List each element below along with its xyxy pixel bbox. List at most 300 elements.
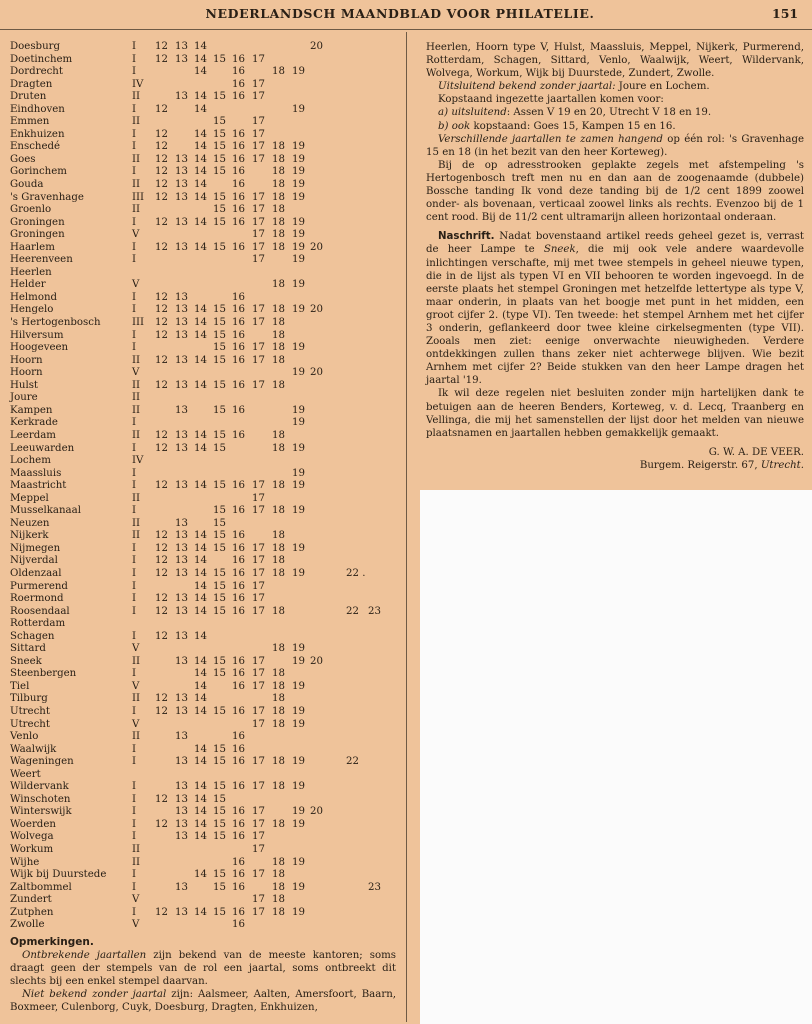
stamp-type: III xyxy=(132,191,145,203)
stamp-type: I xyxy=(132,467,137,479)
stamp-type: I xyxy=(132,442,137,454)
place-name: Helmond xyxy=(10,291,58,303)
year-cell: 13 xyxy=(175,705,188,717)
year-cell: 12 xyxy=(155,906,168,918)
year-cell: 20 xyxy=(310,806,323,818)
table-row xyxy=(10,141,402,154)
stamp-type: I xyxy=(132,342,137,354)
year-cell: 14 xyxy=(194,655,207,667)
year-cell: 17 xyxy=(252,906,265,918)
year-cell: 15 xyxy=(213,542,226,554)
year-cell: 14 xyxy=(194,354,207,366)
year-cell: 12 xyxy=(155,693,168,705)
remarks-p2 xyxy=(10,988,396,1014)
stamp-type: I xyxy=(132,128,137,140)
year-cell: 18 xyxy=(272,555,285,567)
year-cell: 17 xyxy=(252,304,265,316)
stamp-type: II xyxy=(132,517,141,529)
table-row xyxy=(10,380,402,393)
year-cell: 18 xyxy=(272,329,285,341)
year-cell: 13 xyxy=(175,831,188,843)
year-cell: 18 xyxy=(272,279,285,291)
year-cell: 22 xyxy=(346,756,359,768)
table-row xyxy=(10,919,402,932)
year-cell: 12 xyxy=(155,53,168,65)
year-cell: 19 xyxy=(292,856,305,868)
year-cell: 16 xyxy=(232,593,245,605)
year-cell: 18 xyxy=(272,141,285,153)
stamp-type: II xyxy=(132,392,141,404)
stamp-type: I xyxy=(132,668,137,680)
year-cell: 15 xyxy=(213,304,226,316)
right-line-1-text: Joure en Lochem. xyxy=(615,81,710,93)
stamp-type: II xyxy=(132,530,141,542)
year-cell: 13 xyxy=(175,291,188,303)
place-name: Wildervank xyxy=(10,781,69,793)
year-cell: 19 xyxy=(292,153,305,165)
year-cell: 19 xyxy=(292,781,305,793)
year-cell: 16 xyxy=(232,781,245,793)
year-cell: 15 xyxy=(213,216,226,228)
place-name: Neuzen xyxy=(10,517,50,529)
table-row xyxy=(10,468,402,481)
right-paragraph-ik: Ik wil deze regelen niet besluiten zonder mijn hartelijken dank te betuigen aan de heeren Benders, Korteweg, v. d. Lecq, Traanberg en Vellinga, die mij het samenstellen der lijst door het melden van nieuwe plaatsnamen en jaartallen hebben gemakkelijk gemaakt. xyxy=(426,388,804,439)
year-cell: 18 xyxy=(272,680,285,692)
year-cell: 16 xyxy=(232,906,245,918)
place-name: Leerdam xyxy=(10,429,56,441)
year-cell: 20 xyxy=(310,41,323,52)
table-row xyxy=(10,104,402,117)
stamp-type: I xyxy=(132,756,137,768)
year-cell: 17 xyxy=(252,655,265,667)
year-cell: 19 xyxy=(292,216,305,228)
year-cell: 16 xyxy=(232,580,245,592)
year-cell: 13 xyxy=(175,818,188,830)
table-row xyxy=(10,844,402,857)
year-cell: 16 xyxy=(232,329,245,341)
year-cell: 19 xyxy=(292,342,305,354)
year-cell: 12 xyxy=(155,153,168,165)
year-cell: 15 xyxy=(213,354,226,366)
year-cell: 17 xyxy=(252,668,265,680)
place-name: Hoorn xyxy=(10,354,43,366)
place-name: Rotterdam xyxy=(10,618,66,630)
year-cell: 15 xyxy=(213,743,226,755)
address-street: Burgem. Reigerstr. 67, xyxy=(639,459,758,471)
table-row xyxy=(10,179,402,192)
year-cell: 18 xyxy=(272,179,285,191)
place-name: Hoogeveen xyxy=(10,342,69,354)
stamp-type: II xyxy=(132,492,141,504)
year-cell: 12 xyxy=(155,480,168,492)
year-cell: 12 xyxy=(155,555,168,567)
year-cell: 16 xyxy=(232,731,245,743)
year-cell: 23 xyxy=(368,881,381,893)
year-cell: 13 xyxy=(175,605,188,617)
table-row xyxy=(10,505,402,518)
year-cell: 20 xyxy=(310,304,323,316)
year-cell: 13 xyxy=(175,881,188,893)
year-cell: 18 xyxy=(272,668,285,680)
year-cell: 15 xyxy=(213,881,226,893)
naschrift-text-2: , die mij ook vele andere waardevolle inlichtingen verschafte, mij met twee stempels in geheel nieuwe typen, die in de lijst als typen VI en VII behooren te worden ingevoegd. In de eerste plaats het stempel Groningen met hetzelfde lettertype als type V, maar onderin, in plaats van het boogje met punt in het midden, een groot cijfer 2. (type VI). Ten tweede: het stempel Arnhem met het cijfer 3 onderin, geflankeerd door twee kleine cirkelsegmenten (type VII). Zooals men ziet: eenige onverwachte nieuwigheden. Verdere ontdekkingen zullen thans zeker niet achterwege blijven. Wie bezit Arnhem met cijfer 2? Beide stukken van den heer Lampe dragen het jaartal '19. xyxy=(426,244,804,387)
table-row xyxy=(10,279,402,292)
year-cell: 15 xyxy=(213,141,226,153)
year-cell: 15 xyxy=(213,530,226,542)
year-cell: 16 xyxy=(232,166,245,178)
stamp-type: I xyxy=(132,291,137,303)
place-name: Heerlen xyxy=(10,266,52,278)
table-row xyxy=(10,606,402,619)
stamp-type: I xyxy=(132,818,137,830)
right-line-3-label: a) xyxy=(438,107,449,119)
table-row xyxy=(10,769,402,782)
year-cell: 13 xyxy=(175,216,188,228)
year-cell: 19 xyxy=(292,241,305,253)
year-cell: 13 xyxy=(175,793,188,805)
year-cell: 14 xyxy=(194,869,207,881)
year-cell: 20 xyxy=(310,655,323,667)
table-row xyxy=(10,581,402,594)
place-name: Roermond xyxy=(10,593,64,605)
stamp-type: V xyxy=(132,718,140,730)
table-row xyxy=(10,869,402,882)
place-name: Zutphen xyxy=(10,906,54,918)
table-row xyxy=(10,894,402,907)
year-cell: 22 xyxy=(346,605,359,617)
naschrift-paragraph xyxy=(426,230,804,387)
place-name: Enkhuizen xyxy=(10,128,65,140)
stamp-type: V xyxy=(132,279,140,291)
table-row xyxy=(10,54,402,67)
year-cell: 14 xyxy=(194,317,207,329)
stamp-type: II xyxy=(132,153,141,165)
stamp-type: I xyxy=(132,329,137,341)
year-cell: 14 xyxy=(194,781,207,793)
year-cell: 13 xyxy=(175,480,188,492)
year-cell: 19 xyxy=(292,404,305,416)
table-row xyxy=(10,819,402,832)
year-cell: 15 xyxy=(213,442,226,454)
stamp-type: II xyxy=(132,179,141,191)
right-column xyxy=(426,41,804,472)
year-cell: 16 xyxy=(232,756,245,768)
table-row xyxy=(10,292,402,305)
stamp-type: I xyxy=(132,743,137,755)
place-name: Schagen xyxy=(10,630,55,642)
year-cell: 13 xyxy=(175,756,188,768)
table-row xyxy=(10,907,402,920)
year-cell: 15 xyxy=(213,166,226,178)
table-row xyxy=(10,668,402,681)
year-cell: 16 xyxy=(232,404,245,416)
year-cell: 13 xyxy=(175,806,188,818)
table-row xyxy=(10,355,402,368)
year-cell: 12 xyxy=(155,567,168,579)
year-cell: 13 xyxy=(175,379,188,391)
remarks-p1 xyxy=(10,949,396,988)
year-cell: 14 xyxy=(194,743,207,755)
place-name: Wijhe xyxy=(10,856,40,868)
table-row xyxy=(10,443,402,456)
place-name: Tilburg xyxy=(10,693,48,705)
year-cell: 16 xyxy=(232,605,245,617)
year-cell: 17 xyxy=(252,542,265,554)
table-row xyxy=(10,79,402,92)
table-row xyxy=(10,204,402,217)
year-cell: 18 xyxy=(272,317,285,329)
year-cell: 15 xyxy=(213,317,226,329)
year-cell: 14 xyxy=(194,831,207,843)
year-cell: 13 xyxy=(175,781,188,793)
year-cell: 14 xyxy=(194,66,207,78)
year-cell: 17 xyxy=(252,894,265,906)
year-cell: 14 xyxy=(194,668,207,680)
year-cell: 13 xyxy=(175,354,188,366)
place-name: Maassluis xyxy=(10,467,62,479)
year-cell: 12 xyxy=(155,103,168,115)
year-cell: 18 xyxy=(272,442,285,454)
address-city: Utrecht. xyxy=(760,459,804,471)
year-cell: 13 xyxy=(175,41,188,52)
table-row xyxy=(10,41,402,54)
place-name: Emmen xyxy=(10,116,50,128)
table-row xyxy=(10,330,402,343)
place-name: Dordrecht xyxy=(10,66,63,78)
year-cell: 18 xyxy=(272,241,285,253)
table-row xyxy=(10,166,402,179)
place-name: Groningen xyxy=(10,229,65,241)
year-cell: 13 xyxy=(175,429,188,441)
year-cell: 14 xyxy=(194,567,207,579)
table-row xyxy=(10,719,402,732)
year-cell: 15 xyxy=(213,781,226,793)
table-row xyxy=(10,304,402,317)
year-cell: 17 xyxy=(252,480,265,492)
year-cell: 16 xyxy=(232,668,245,680)
remarks-p1-text: zijn bekend van de meeste kantoren; soms draagt geen der stempels van de rol een jaartal, soms ontbreekt dit slechts bij een enkel stempel daarvan. xyxy=(10,950,396,987)
year-cell: 14 xyxy=(194,379,207,391)
right-line-4-italic: ook xyxy=(451,120,471,132)
place-name: Steenbergen xyxy=(10,668,77,680)
year-cell: 12 xyxy=(155,41,168,52)
year-cell: 17 xyxy=(252,229,265,241)
place-name: Venlo xyxy=(10,731,39,743)
year-cell: 16 xyxy=(232,342,245,354)
year-cell: 12 xyxy=(155,291,168,303)
year-cell: 15 xyxy=(213,128,226,140)
year-cell: 17 xyxy=(252,91,265,103)
year-cell: 14 xyxy=(194,756,207,768)
table-row xyxy=(10,731,402,744)
header-rule xyxy=(0,29,812,30)
year-cell: 16 xyxy=(232,379,245,391)
year-cell: 18 xyxy=(272,542,285,554)
stamp-type: I xyxy=(132,304,137,316)
year-cell: 17 xyxy=(252,756,265,768)
place-name: Leeuwarden xyxy=(10,442,75,454)
year-cell: 16 xyxy=(232,191,245,203)
right-line-4-text: kopstaand: Goes 15, Kampen 15 en 16. xyxy=(470,120,676,132)
stamp-type: I xyxy=(132,417,137,429)
stamp-type: V xyxy=(132,919,140,931)
year-cell: 15 xyxy=(213,818,226,830)
year-cell: 20 xyxy=(310,367,323,379)
year-cell: 15 xyxy=(213,605,226,617)
table-row xyxy=(10,66,402,79)
year-cell: 16 xyxy=(232,204,245,216)
year-cell: 14 xyxy=(194,166,207,178)
year-cell: 19 xyxy=(292,442,305,454)
place-name: Lochem xyxy=(10,455,51,467)
year-cell: 12 xyxy=(155,128,168,140)
postmark-table xyxy=(10,41,402,932)
year-cell: 18 xyxy=(272,856,285,868)
year-cell: 12 xyxy=(155,317,168,329)
year-cell: 13 xyxy=(175,404,188,416)
table-row xyxy=(10,555,402,568)
year-cell: 17 xyxy=(252,78,265,90)
year-cell: 12 xyxy=(155,630,168,642)
table-row xyxy=(10,254,402,267)
place-name: Kampen xyxy=(10,404,53,416)
table-row xyxy=(10,806,402,819)
stamp-type: I xyxy=(132,831,137,843)
year-cell: 18 xyxy=(272,304,285,316)
place-name: Zaltbommel xyxy=(10,881,72,893)
year-cell: 16 xyxy=(232,179,245,191)
place-name: Musselkanaal xyxy=(10,505,81,517)
year-cell: 15 xyxy=(213,116,226,128)
year-cell: 12 xyxy=(155,605,168,617)
table-row xyxy=(10,367,402,380)
year-cell: 14 xyxy=(194,530,207,542)
year-cell: 16 xyxy=(232,705,245,717)
naschrift-text-1: Nadat bovenstaand artikel reeds geheel gezet is, verrast de heer Lampe te xyxy=(426,231,804,256)
year-cell: 17 xyxy=(252,317,265,329)
table-row xyxy=(10,242,402,255)
stamp-type: II xyxy=(132,354,141,366)
stamp-type: I xyxy=(132,869,137,881)
table-row xyxy=(10,857,402,870)
year-cell: 19 xyxy=(292,718,305,730)
year-cell: 13 xyxy=(175,731,188,743)
table-row xyxy=(10,342,402,355)
year-cell: 13 xyxy=(175,442,188,454)
table-row xyxy=(10,480,402,493)
place-name: Haarlem xyxy=(10,241,55,253)
table-row xyxy=(10,317,402,330)
stamp-type: I xyxy=(132,593,137,605)
year-cell: 17 xyxy=(252,831,265,843)
year-cell: 19 xyxy=(292,881,305,893)
year-cell: 16 xyxy=(232,53,245,65)
year-cell: 20 xyxy=(310,241,323,253)
column-divider xyxy=(406,32,407,1022)
year-cell: 15 xyxy=(213,342,226,354)
stamp-type: I xyxy=(132,241,137,253)
place-name: Roosendaal xyxy=(10,605,70,617)
year-cell: 16 xyxy=(232,429,245,441)
year-cell: 18 xyxy=(272,216,285,228)
year-cell: 15 xyxy=(213,567,226,579)
year-cell: 13 xyxy=(175,166,188,178)
year-cell: 19 xyxy=(292,467,305,479)
right-line-3 xyxy=(426,106,804,119)
year-cell: 16 xyxy=(232,153,245,165)
stamp-type: I xyxy=(132,66,137,78)
year-cell: 18 xyxy=(272,505,285,517)
table-row xyxy=(10,192,402,205)
year-cell: 15 xyxy=(213,593,226,605)
year-cell: 15 xyxy=(213,91,226,103)
right-line-1 xyxy=(426,80,804,93)
year-cell: 18 xyxy=(272,881,285,893)
year-cell: 16 xyxy=(232,743,245,755)
year-cell: 19 xyxy=(292,179,305,191)
stamp-type: II xyxy=(132,655,141,667)
table-row xyxy=(10,493,402,506)
place-name: Zwolle xyxy=(10,919,45,931)
place-name: Weert xyxy=(10,768,41,780)
place-name: Utrecht xyxy=(10,705,50,717)
year-cell: 15 xyxy=(213,153,226,165)
place-name: Wageningen xyxy=(10,756,74,768)
year-cell: 17 xyxy=(252,254,265,266)
year-cell: 15 xyxy=(213,806,226,818)
stamp-type: I xyxy=(132,781,137,793)
year-cell: 15 xyxy=(213,580,226,592)
place-name: Purmerend xyxy=(10,580,68,592)
year-cell: 15 xyxy=(213,480,226,492)
year-cell: 14 xyxy=(194,693,207,705)
stamp-type: I xyxy=(132,567,137,579)
year-cell: 16 xyxy=(232,241,245,253)
table-row xyxy=(10,643,402,656)
year-cell: 15 xyxy=(213,53,226,65)
right-line-4-label: b) xyxy=(438,120,449,132)
stamp-type: V xyxy=(132,229,140,241)
stamp-type: I xyxy=(132,166,137,178)
year-cell: 16 xyxy=(232,919,245,931)
year-cell: 18 xyxy=(272,379,285,391)
naschrift-italic: Sneek xyxy=(543,244,576,256)
remarks-heading: Opmerkingen. xyxy=(10,936,94,948)
table-row xyxy=(10,656,402,669)
year-cell: 16 xyxy=(232,216,245,228)
remarks-p2-text: zijn: Aalsmeer, Aalten, Amersfoort, Baarn, Boxmeer, Culenborg, Cuyk, Doesburg, Dragten, Enkhuizen, xyxy=(10,989,396,1013)
right-line-4 xyxy=(426,120,804,133)
place-name: Sneek xyxy=(10,655,42,667)
place-name: Goes xyxy=(10,153,36,165)
year-cell: 18 xyxy=(272,354,285,366)
year-cell: 14 xyxy=(194,593,207,605)
stamp-type: I xyxy=(132,41,137,52)
year-cell: 17 xyxy=(252,204,265,216)
page-number: 151 xyxy=(772,6,799,21)
year-cell: 12 xyxy=(155,793,168,805)
year-cell: 14 xyxy=(194,818,207,830)
year-cell: 13 xyxy=(175,153,188,165)
year-cell: 16 xyxy=(232,806,245,818)
year-cell: 16 xyxy=(232,555,245,567)
year-cell: 16 xyxy=(232,66,245,78)
stamp-type: II xyxy=(132,844,141,855)
table-row xyxy=(10,568,402,581)
year-cell: 18 xyxy=(272,153,285,165)
year-cell: 16 xyxy=(232,304,245,316)
year-cell: 16 xyxy=(232,291,245,303)
